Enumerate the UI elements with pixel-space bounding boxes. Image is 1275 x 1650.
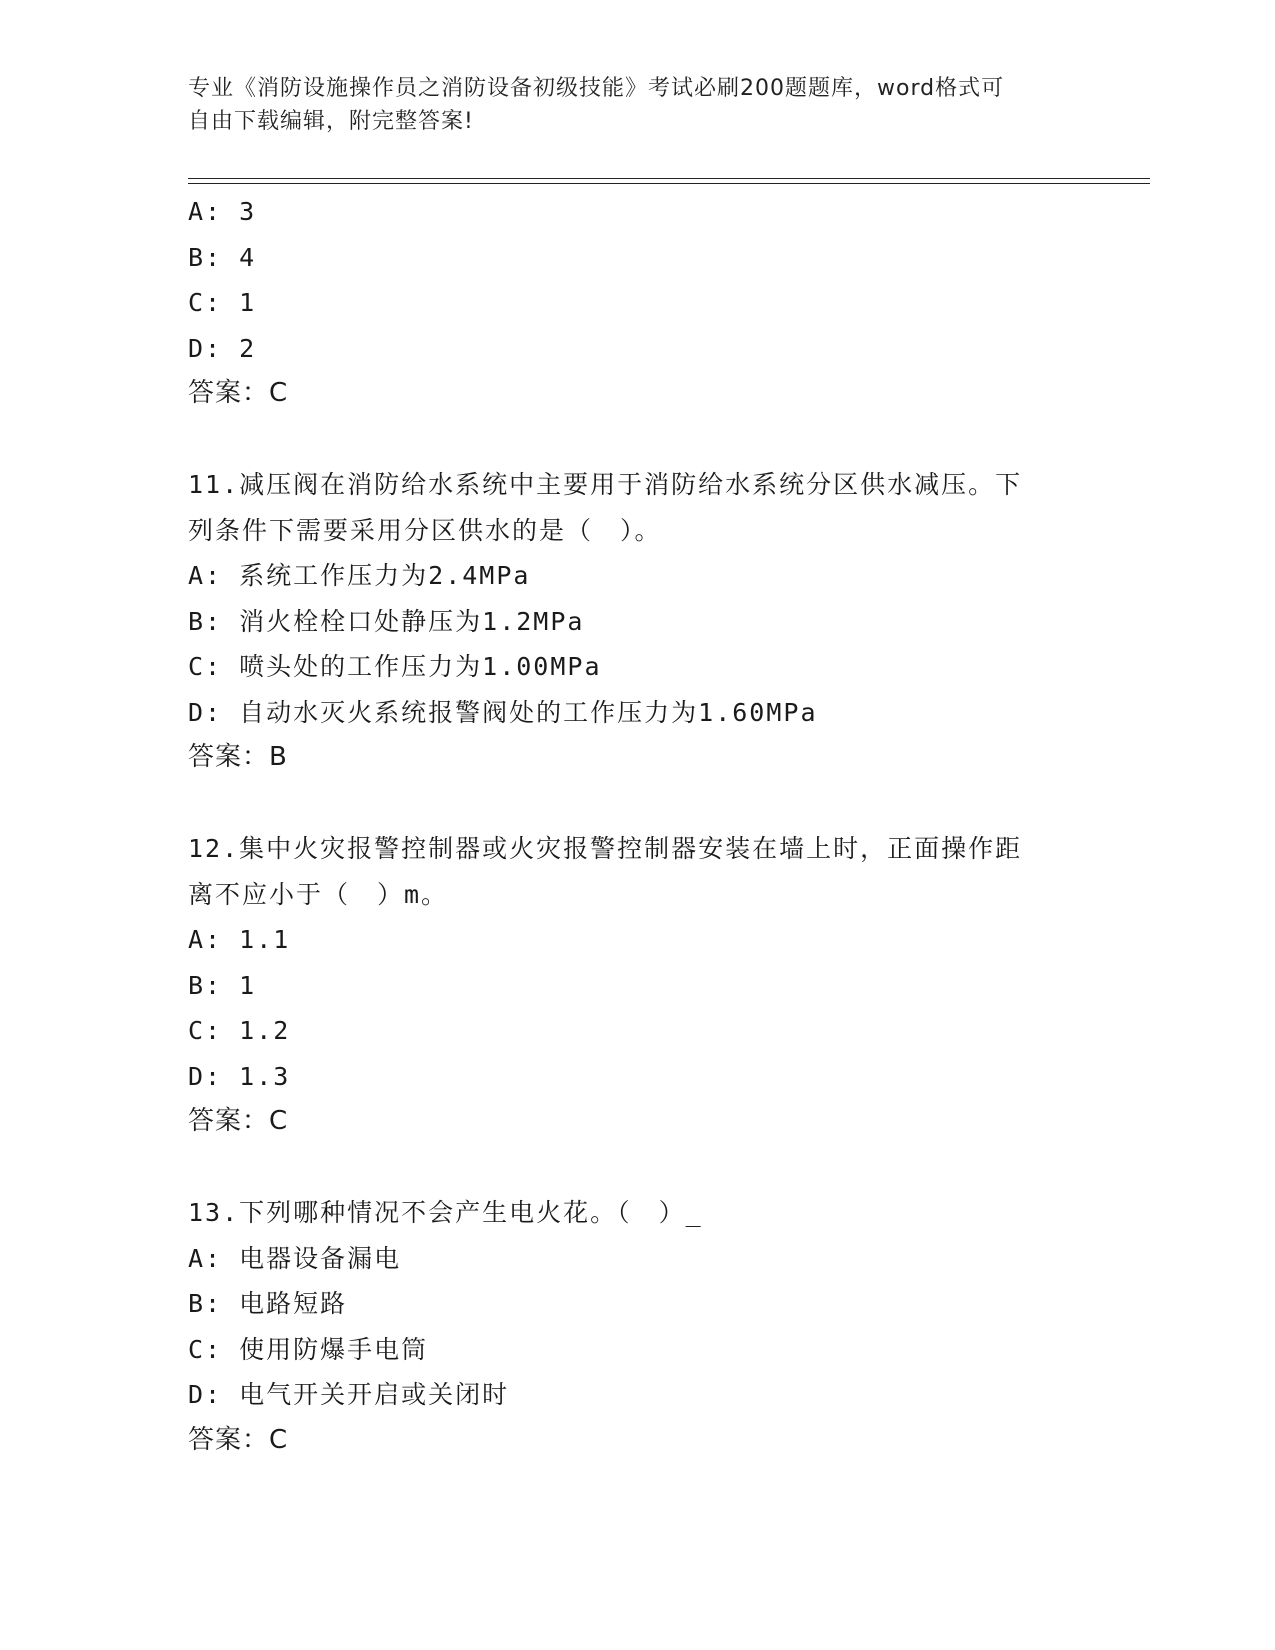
- option-b: B: 电路短路: [188, 1289, 348, 1318]
- header-divider-bottom: [188, 183, 1150, 184]
- question-10-continued: [188, 189, 1088, 417]
- option-c: C: 使用防爆手电筒: [188, 1334, 429, 1364]
- answer-line: 答案：C: [188, 1106, 289, 1136]
- question-list: [188, 189, 1088, 1463]
- spacer: [188, 417, 1088, 463]
- question-11: [188, 462, 1088, 781]
- option-c: C: 喷头处的工作压力为1.00MPa: [188, 652, 602, 681]
- option-a: A: 系统工作压力为2.4MPa: [188, 561, 531, 590]
- answer-line: 答案：C: [188, 378, 289, 408]
- option-b: B: 消火栓栓口处静压为1.2MPa: [188, 606, 585, 636]
- question-stem-line-2: 离不应小于（ ）m。: [188, 879, 449, 909]
- option-b: B: 4: [188, 242, 257, 272]
- option-d: D: 1.3: [188, 1061, 291, 1091]
- option-a: A: 电器设备漏电: [188, 1243, 402, 1273]
- option-c: C: 1: [188, 288, 257, 317]
- spacer: [188, 781, 1088, 827]
- answer-line: 答案：B: [188, 742, 288, 772]
- question-13: [188, 1190, 1088, 1463]
- document-header: [188, 72, 1088, 138]
- option-d: D: 自动水灭火系统报警阀处的工作压力为1.60MPa: [188, 697, 818, 727]
- header-line-1: 专业《消防设施操作员之消防设备初级技能》考试必刷200题题库，word格式可: [188, 76, 1005, 101]
- question-stem-line-2: 列条件下需要采用分区供水的是（ ）。: [188, 515, 662, 545]
- question-stem-line-1: 13.下列哪种情况不会产生电火花。（ ）_: [188, 1198, 703, 1227]
- question-stem-line-1: 11.减压阀在消防给水系统中主要用于消防给水系统分区供水减压。下: [188, 470, 1023, 499]
- spacer: [188, 1145, 1088, 1191]
- header-line-2: 自由下载编辑，附完整答案!: [188, 109, 474, 134]
- option-d: D: 2: [188, 333, 257, 363]
- answer-line: 答案：C: [188, 1424, 289, 1455]
- question-12: [188, 826, 1088, 1145]
- option-b: B: 1: [188, 970, 257, 1000]
- option-c: C: 1.2: [188, 1016, 291, 1045]
- option-a: A: 3: [188, 197, 257, 226]
- header-divider-top: [188, 178, 1150, 179]
- question-stem-line-1: 12.集中火灾报警控制器或火灾报警控制器安装在墙上时，正面操作距: [188, 834, 1023, 863]
- option-a: A: 1.1: [188, 925, 291, 954]
- option-d: D: 电气开关开启或关闭时: [188, 1380, 510, 1409]
